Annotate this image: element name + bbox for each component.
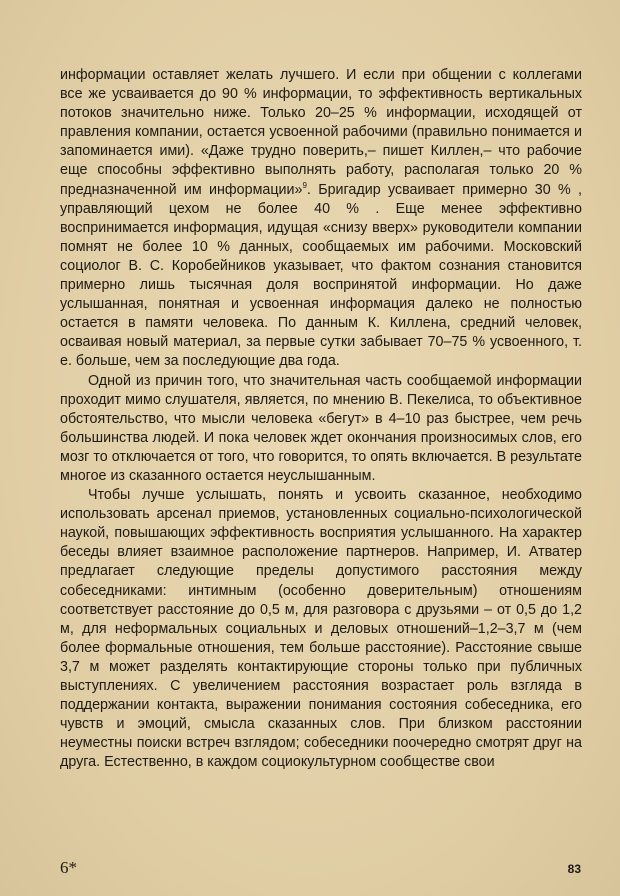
paragraph-3: Чтобы лучше услышать, понять и усвоить сказанное, необходимо использовать арсенал приемов, установленных социально-психологической наукой, повышающих эффективность восприятия услышанного. На характер беседы влияет взаимное расположение партнеров. Например, И. Атватер предлагает следующие пределы допустимого расстояния между собеседниками: интимным (особенно доверительным) отношениям соответствует расстояние до 0,5 м, для разговора с друзьями – от 0,5 до 1,2 м, для неформальных социальных и деловых отношений–1,2–3,7 м (чем более формальные отношения, тем больше расстояние). Расстояние свыше 3,7 м может разделять контактирующие стороны только при публичных выступлениях. С увеличением расстояния возрастает роль взгляда в поддержании контакта, выражении понимания состояния собеседника, его чувств и эмоций, смысла сказанных слов. При близком расстоянии неуместны поиски встреч взглядом; собеседники поочередно смотрят друг на друга. Естественно, в каждом социокультурном сообществе свои	[60, 487, 582, 771]
paragraph-1-part-b: . Бригадир усваивает примерно 30 % , управляющий цехом не более 40 % . Еще менее эффективно воспринимается информация, идущая «снизу вверх» руководители компании помнят не более 10 % данных, сообщаемых им рабочими. Московский социолог В. С. Коробейников указывает, что фактом сознания становится примерно лишь тысячная доля воспринятой информации. Но даже услышанная, понятная и усвоенная информация далеко не полностью остается в памяти человека. По данным К. Киллена, средний человек, осваивая новый материал, за первые сутки забывает 70–75 % усвоенного, т. е. больше, чем за последующие два года.	[60, 181, 582, 370]
signature-mark: 6*	[60, 858, 77, 877]
paragraph-1	[60, 66, 582, 372]
paragraph-2: Одной из причин того, что значительная часть сообщаемой информации проходит мимо слушателя, является, по мнению В. Пекелиса, то объективное обстоятельство, что мысли человека «бегут» в 4–10 раз быстрее, чем речь большинства людей. И пока человек ждет окончания произносимых слов, его мозг то отключается от того, что говорится, то опять включается. В результате многое из сказанного остается неуслышанным.	[60, 372, 582, 484]
paragraph-1-part-a: информации оставляет желать лучшего. И если при общении с коллегами все же усваивается до 90 % информации, то эффективность вертикальных потоков значительно ниже. Только 20–25 % информации, исходящей от правления компании, остается усвоенной рабочими (правильно понимается и запоминается ими). «Даже трудно поверить,– пишет Киллен,– что рабочие еще способны эффективно выполнять работу, располагая только 20 % предназначенной им информации»	[60, 67, 582, 198]
footnote-reference: 9	[302, 180, 307, 190]
page-number: 83	[567, 862, 581, 876]
body-text	[60, 66, 582, 772]
